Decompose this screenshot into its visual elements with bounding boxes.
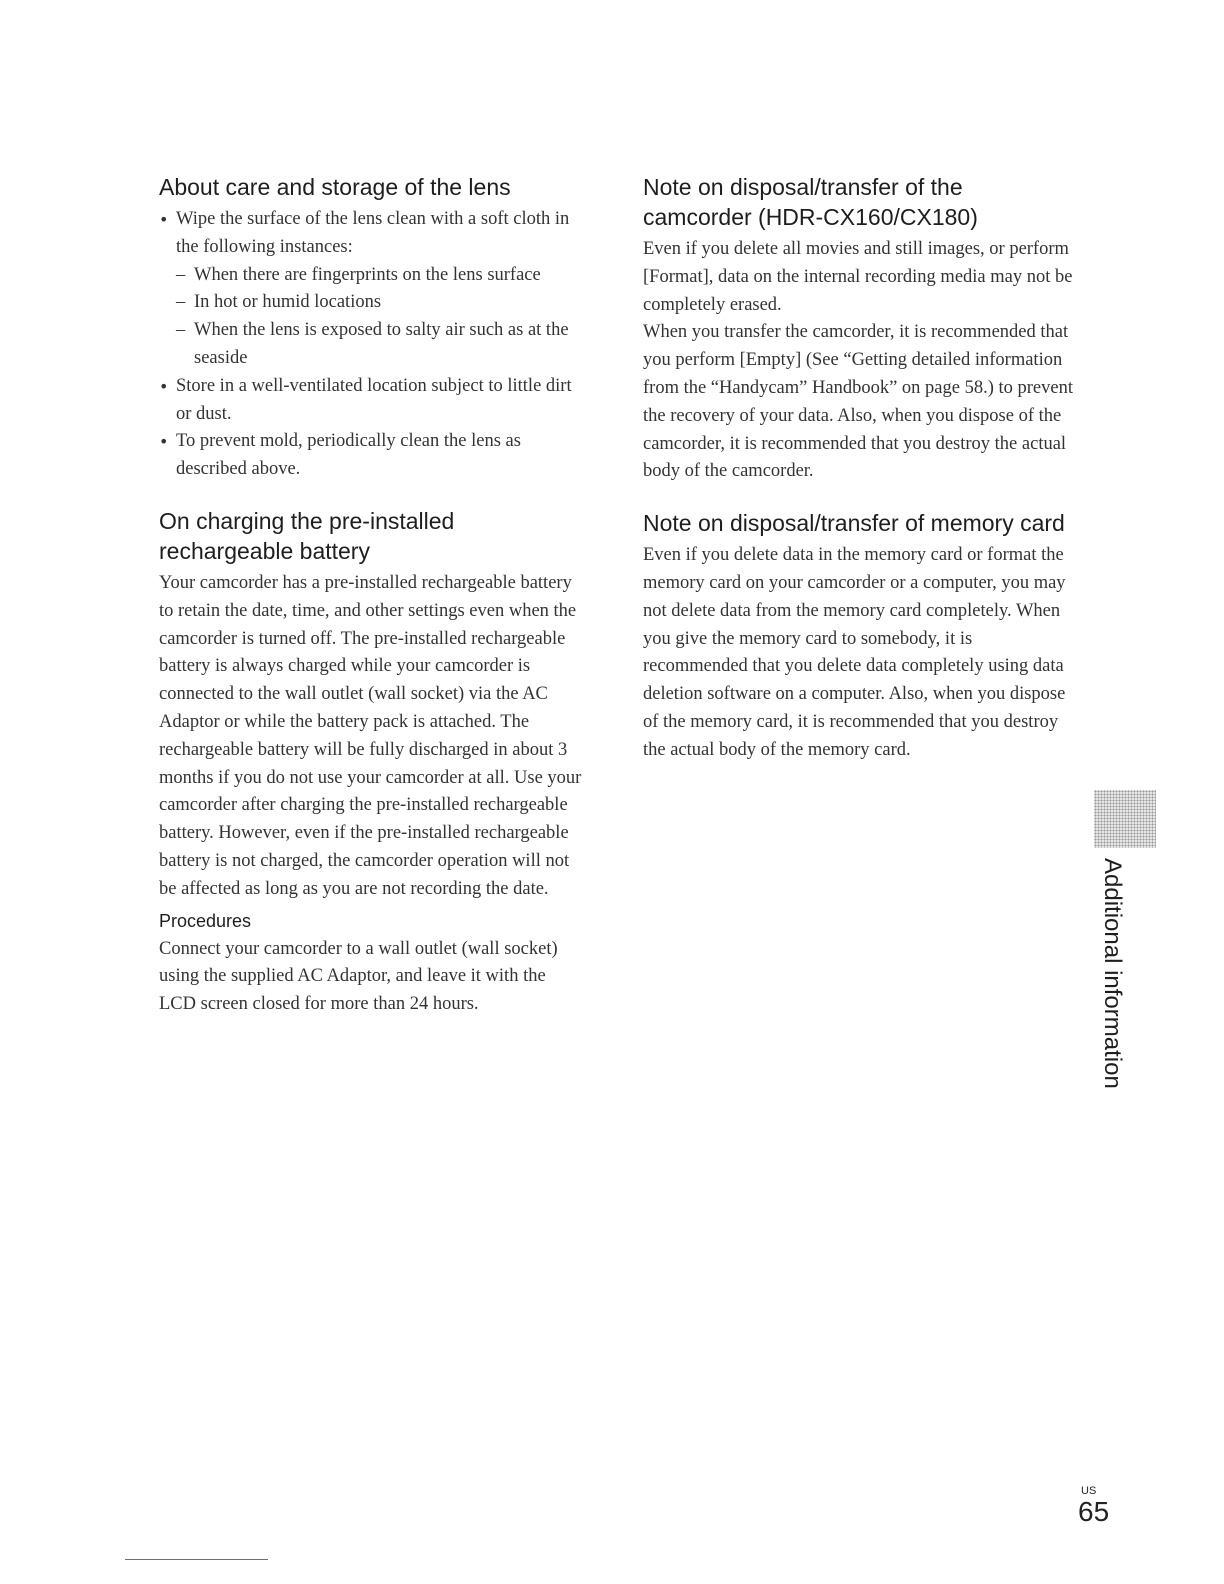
battery-heading: On charging the pre-installed rechargeable battery: [159, 507, 455, 564]
camcorder-disposal-heading: Note on disposal/transfer of the camcorder (HDR-CX160/CX180): [643, 174, 978, 230]
camcorder-disposal-para: When you transfer the camcorder, it is recommended that you perform [Empty] (See “Getting detailed information from the “Handycam” Handbook” on page 58.) to prevent the recovery of your data. Also, when you dispose of the camcorder, it is recommended that you destroy the actual body of the camcorder.: [643, 322, 1073, 482]
memory-card-disposal-heading: Note on disposal/transfer of memory card: [643, 510, 1065, 537]
procedures-subheading: Procedures: [159, 910, 252, 931]
left-column: [159, 172, 584, 1041]
lens-care-subitem: – When there are fingerprints on the lens surface: [176, 262, 584, 290]
lens-care-sublist: [176, 262, 584, 373]
memory-card-disposal-section: [643, 508, 1075, 764]
camcorder-disposal-para: Even if you delete all movies and still images, or perform [Format], data on the internal recording media may not be completely erased.: [643, 239, 1073, 315]
battery-section: [159, 506, 584, 1019]
footer-rule: [125, 1559, 268, 1560]
memory-card-disposal-body: Even if you delete data in the memory card or format the memory card on your camcorder or a computer, you may not delete data from the memory card completely. When you give the memory card to somebody, it is recommended that you delete data completely using data deletion software on a computer. Also, when you dispose of the memory card, it is recommended that you destroy the actual body of the memory card.: [643, 545, 1066, 760]
lens-care-bullet: • Store in a well-ventilated location subject to little dirt or dust.: [159, 373, 584, 429]
procedures-body: Connect your camcorder to a wall outlet (wall socket) using the supplied AC Adaptor, and leave it with the LCD screen closed for more than 24 hours.: [159, 938, 558, 1015]
lens-care-subitem: – When the lens is exposed to salty air such as at the seaside: [176, 317, 584, 373]
section-tab-label: Additional information: [1099, 858, 1126, 1089]
region-code: US: [1081, 1485, 1097, 1497]
battery-body: Your camcorder has a pre-installed rechargeable battery to retain the date, time, and other settings even when the camcorder is turned off. The pre-installed rechargeable battery is always charged while your camcorder is connected to the wall outlet (wall socket) via the AC Adaptor or while the battery pack is attached. The rechargeable battery will be fully discharged in about 3 months if you do not use your camcorder at all. Use your camcorder after charging the pre-installed rechargeable battery. However, even if the pre-installed rechargeable battery is not charged, the camcorder operation will not be affected as long as you are not recording the date.: [159, 572, 582, 899]
lens-care-heading: About care and storage of the lens: [159, 174, 511, 200]
lens-care-subitem: – In hot or humid locations: [176, 289, 584, 317]
camcorder-disposal-section: [643, 172, 1075, 486]
lens-care-list: [159, 206, 584, 484]
section-tab-marker: [1094, 790, 1156, 848]
lens-care-bullet-text: Wipe the surface of the lens clean with a soft cloth in the following instances:: [176, 209, 570, 257]
lens-care-section: [159, 172, 584, 484]
page-number: 65: [1078, 1496, 1110, 1527]
lens-care-bullet: [159, 206, 584, 373]
right-column: [643, 172, 1075, 787]
lens-care-bullet: • To prevent mold, periodically clean the lens as described above.: [159, 428, 584, 484]
